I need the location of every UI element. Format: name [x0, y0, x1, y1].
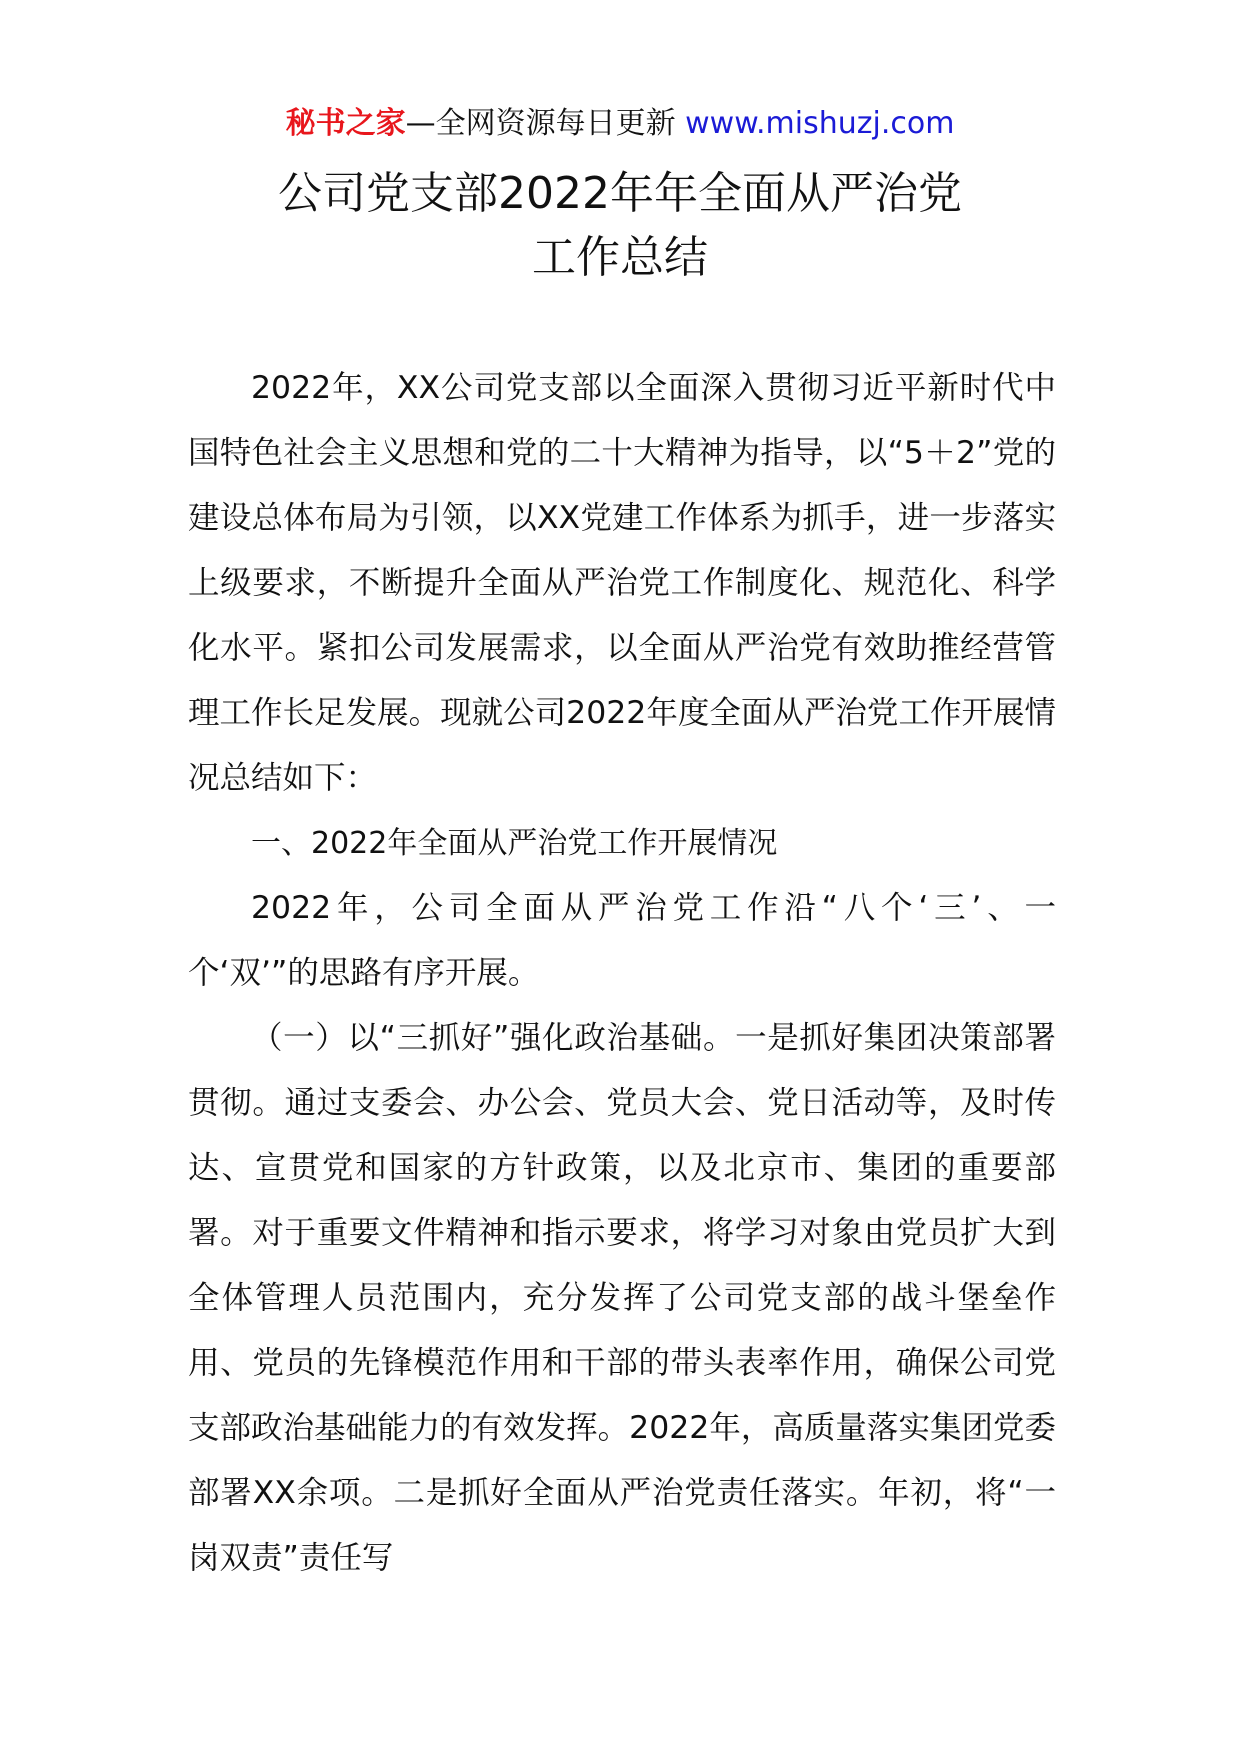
document-title — [0, 162, 1240, 290]
intro-paragraph: 2022年，XX公司党支部以全面深入贯彻习近平新时代中国特色社会主义思想和党的二十大精神为指导，以“5＋2”党的建设总体布局为引领，以XX党建工作体系为抓手，进一步落实上级要求，不断提升全面从严治党工作制度化、规范化、科学化水平。紧扣公司发展需求，以全面从严治党有效助推经营管理工作长足发展。现就公司2022年度全面从严治党工作开展情况总结如下： — [188, 370, 1056, 796]
header-tagline: —全网资源每日更新 — [405, 106, 676, 141]
header-banner — [0, 104, 1240, 144]
brand-name: 秘书之家 — [285, 106, 406, 141]
document-body — [188, 356, 1056, 1591]
title-line-1: 公司党支部2022年年全面从严治党 — [278, 168, 962, 219]
website-link[interactable]: www.mishuzj.com — [685, 106, 955, 141]
section-heading-1: 一、2022年全面从严治党工作开展情况 — [251, 826, 778, 861]
subsection-1-paragraph: （一）以“三抓好”强化政治基础。一是抓好集团决策部署贯彻。通过支委会、办公会、党员大会、党日活动等，及时传达、宣贯党和国家的方针政策，以及北京市、集团的重要部署。对于重要文件精神和指示要求，将学习对象由党员扩大到全体管理人员范围内，充分发挥了公司党支部的战斗堡垒作用、党员的先锋模范作用和干部的带头表率作用，确保公司党支部政治基础能力的有效发挥。2022年，高质量落实集团党委部署XX余项。二是抓好全面从严治党责任落实。年初，将“一岗双责”责任写 — [188, 1020, 1056, 1576]
section-summary-paragraph: 2022年，公司全面从严治党工作沿“八个‘三’、一个‘双’”的思路有序开展。 — [188, 890, 1056, 991]
title-line-2: 工作总结 — [532, 232, 708, 283]
